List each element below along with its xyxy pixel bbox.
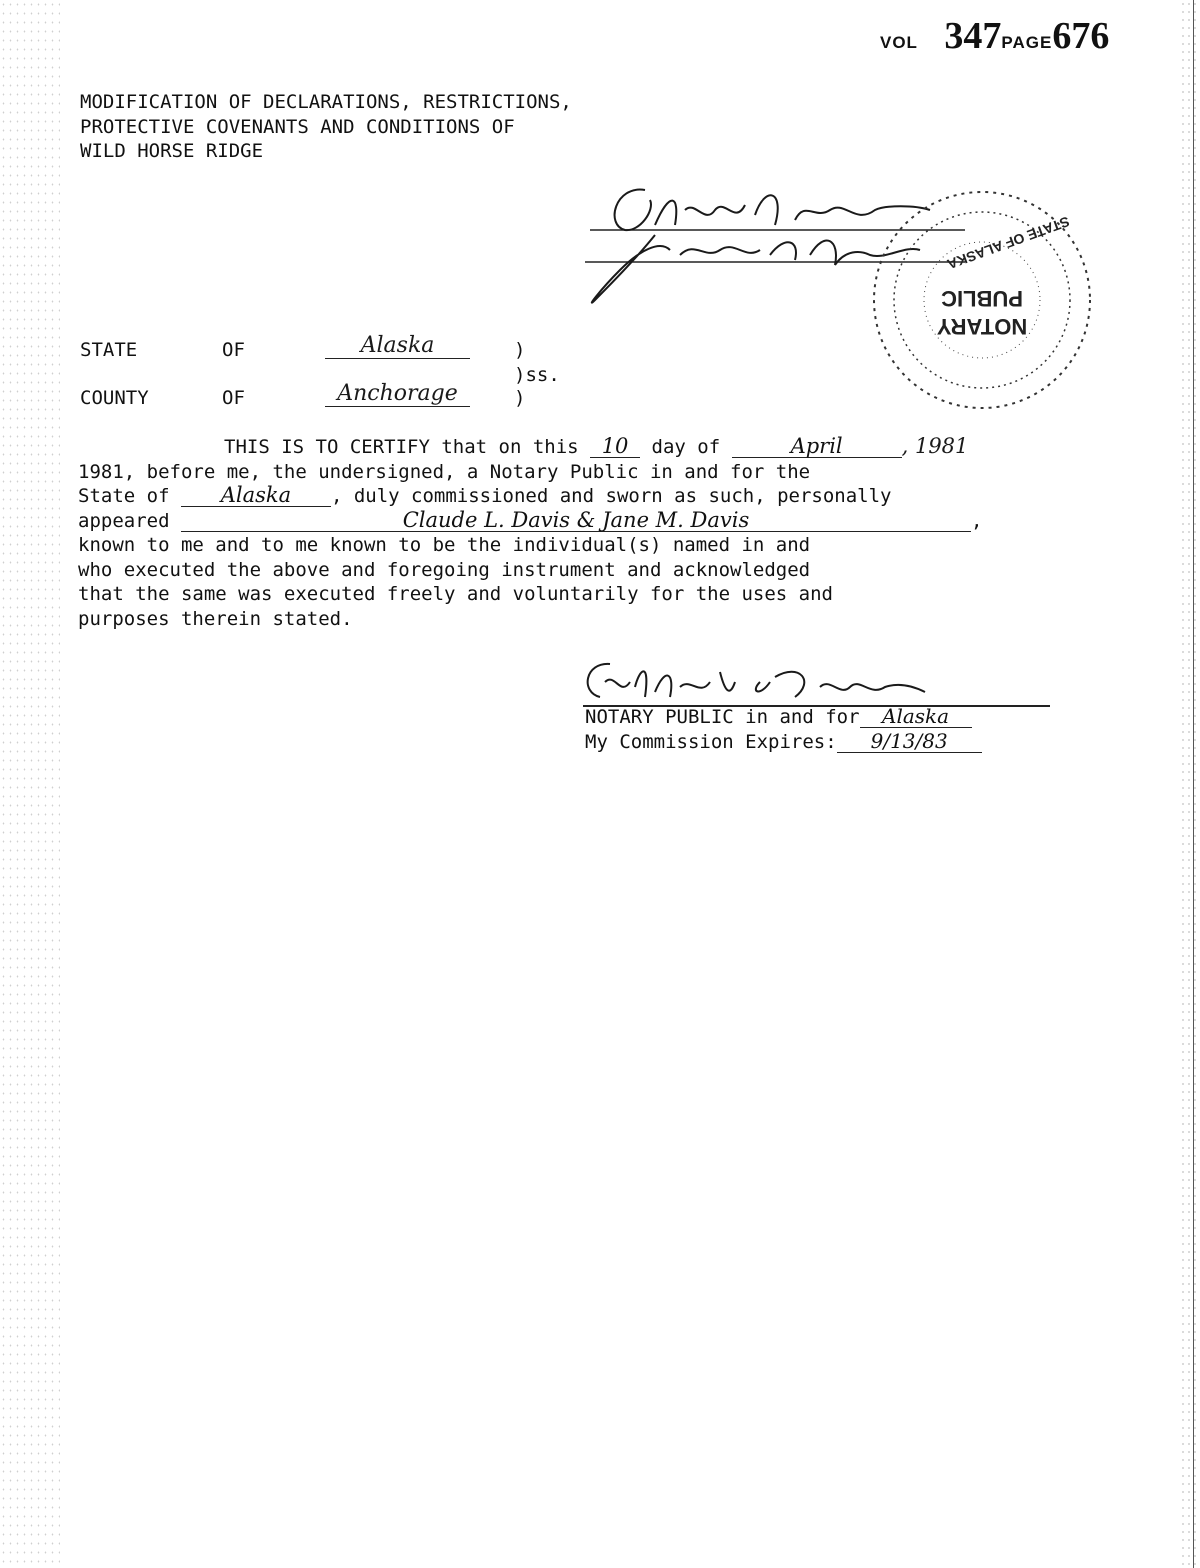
commission-expires-value: 9/13/83	[837, 730, 982, 753]
certificate-line-2: 1981, before me, the undersigned, a Notary Public in and for the	[78, 460, 811, 483]
paren-open: )	[514, 339, 526, 361]
notary-block	[585, 705, 982, 755]
notary-public-line	[585, 705, 982, 730]
commission-line	[585, 730, 982, 755]
certificate-line-4	[78, 509, 1118, 534]
appeared-label: appeared	[78, 509, 170, 532]
paren-close: )	[514, 387, 526, 409]
notary-public-label: NOTARY PUBLIC in and for	[585, 706, 860, 728]
certificate-line-1	[78, 434, 1118, 460]
notary-public-state: Alaska	[860, 705, 972, 728]
page-label: PAGE	[1001, 33, 1053, 52]
certificate-line-7: that the same was executed freely and voluntarily for the uses and	[78, 583, 833, 605]
appeared-comma: ,	[970, 509, 983, 532]
of-label: OF	[222, 339, 245, 361]
scan-speckle-left	[0, 0, 60, 1568]
certificate-line-5: known to me and to me known to be the individual(s) named in and	[78, 534, 811, 556]
document-title	[80, 90, 572, 164]
of-label: OF	[222, 387, 245, 409]
appeared-value: Claude L. Davis & Jane M. Davis	[181, 509, 971, 532]
certificate-body	[78, 434, 1118, 631]
vol-number: 347	[944, 15, 1002, 57]
title-line: MODIFICATION OF DECLARATIONS, RESTRICTIONS,	[80, 91, 572, 113]
notary-signature	[570, 652, 950, 712]
notary-seal	[862, 180, 1102, 420]
seal-text-notary: NOTARY	[936, 314, 1028, 339]
state-of-label: State of	[78, 485, 170, 507]
recording-reference	[880, 14, 1109, 58]
certificate-line-6: who executed the above and foregoing instrument and acknowledged	[78, 558, 811, 581]
page-number: 676	[1052, 15, 1110, 57]
scan-edge	[1193, 0, 1194, 1568]
ss-label: )ss.	[514, 364, 560, 386]
venue-state-value: Alaska	[325, 333, 470, 359]
state-label: STATE	[80, 339, 138, 361]
seal-text-public: PUBLIC	[941, 286, 1023, 311]
title-line: WILD HORSE RIDGE	[80, 140, 264, 162]
county-label: COUNTY	[80, 387, 149, 409]
venue-county-value: Anchorage	[325, 381, 470, 407]
certificate-line-8: purposes therein stated.	[78, 607, 353, 630]
day-value: 10	[590, 435, 640, 458]
commission-expires-label: My Commission Expires:	[585, 731, 837, 753]
title-line: PROTECTIVE COVENANTS AND CONDITIONS OF	[80, 115, 515, 138]
month-value: April	[732, 435, 902, 458]
certificate-line-3	[78, 484, 1118, 509]
scan-speckle-right	[1180, 0, 1200, 1568]
vol-label: VOL	[880, 33, 918, 52]
certify-intro: THIS IS TO CERTIFY that on this	[224, 436, 579, 458]
year-value: , 1981	[901, 434, 969, 458]
commissioned-text: , duly commissioned and sworn as such, personally	[330, 485, 892, 507]
seal-text-state: STATE OF ALASKA	[945, 213, 1072, 273]
day-of-label: day of	[651, 436, 721, 458]
certificate-state-value: Alaska	[181, 484, 331, 507]
